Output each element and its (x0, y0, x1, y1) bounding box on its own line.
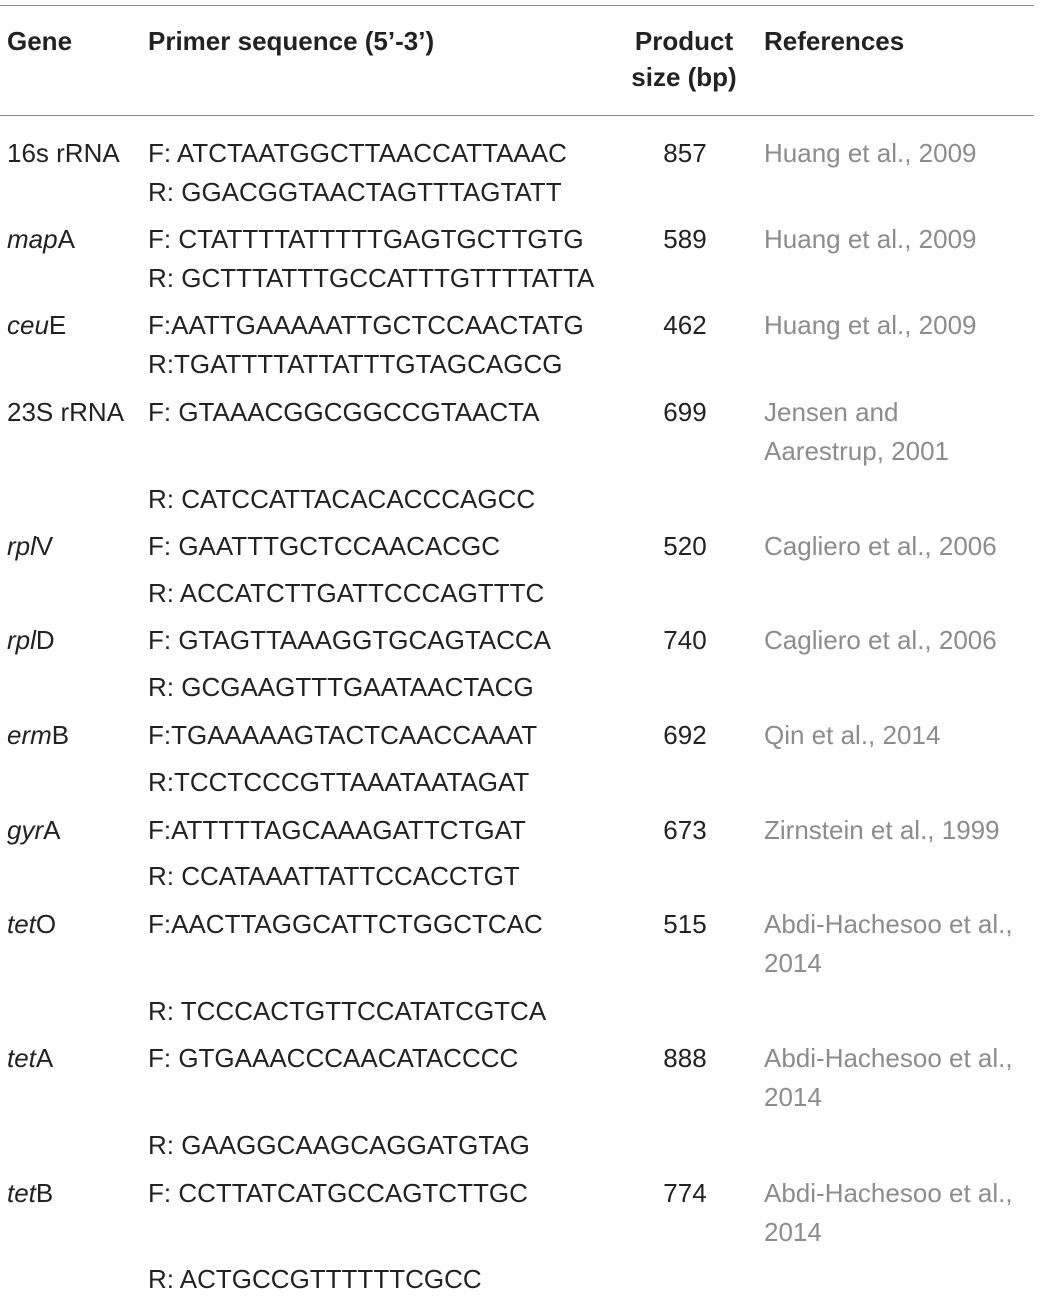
gene-italic-part: erm (7, 720, 52, 750)
gene-plain-part: 16s rRNA (7, 138, 120, 168)
gene-plain-part: B (35, 1178, 54, 1208)
reference-line1: Abdi-Hachesoo et al., (764, 909, 1013, 939)
gene-plain-part: 23S rRNA (7, 397, 125, 427)
reference-line1: Zirnstein et al., 1999 (764, 815, 1000, 845)
reference-cell (764, 621, 1040, 660)
product-size: 589 (663, 224, 707, 254)
gene-italic-part: map (7, 224, 58, 254)
reference-cell (764, 306, 1040, 345)
gene-italic-part: tet (7, 1043, 36, 1073)
reference-cell (764, 811, 1040, 850)
gene-italic-part: gyr (7, 815, 44, 845)
reference-cell (764, 393, 1040, 471)
header-product-size (620, 23, 748, 95)
reference-line1: Huang et al., 2009 (764, 138, 977, 168)
gene-cell (7, 716, 69, 755)
gene-plain-part: D (35, 625, 55, 655)
header-gene: Gene (7, 26, 73, 56)
reverse-primer: R: ACTGCCGTTTTTTCGCC (148, 1264, 482, 1294)
gene-italic-part: rpl (7, 531, 36, 561)
reference-cell (764, 220, 1040, 259)
reference-line1: Jensen and (764, 397, 899, 427)
gene-plain-part: A (43, 815, 61, 845)
forward-primer: F: ATCTAATGGCTTAACCATTAAAC (148, 138, 567, 168)
reference-cell (764, 905, 1040, 983)
forward-primer: F: GAATTTGCTCCAACACGC (148, 531, 500, 561)
reverse-primer: R:TCCTCCCGTTAAATAATAGAT (148, 767, 530, 797)
product-size: 857 (663, 138, 707, 168)
reference-line1: Huang et al., 2009 (764, 310, 977, 340)
forward-primer: F: GTGAAACCCAACATACCCC (148, 1043, 519, 1073)
gene-cell (7, 134, 120, 173)
product-size: 740 (663, 625, 707, 655)
reference-cell (764, 716, 1040, 755)
forward-primer: F: CTATTTTATTTTTGAGTGCTTGTG (148, 224, 584, 254)
gene-plain-part: V (35, 531, 54, 561)
gene-plain-part: A (57, 224, 75, 254)
reverse-primer: R: ACCATCTTGATTCCCAGTTTC (148, 578, 545, 608)
gene-cell (7, 393, 124, 432)
gene-italic-part: ceu (7, 310, 49, 340)
reference-cell (764, 1039, 1040, 1117)
header-references: References (764, 26, 905, 56)
gene-plain-part: A (35, 1043, 54, 1073)
reference-line1: Abdi-Hachesoo et al., (764, 1043, 1013, 1073)
product-size: 692 (663, 720, 707, 750)
forward-primer: F: GTAAACGGCGGCCGTAACTA (148, 397, 540, 427)
reverse-primer: R: GCTTTATTTGCCATTTGTTTTATTA (148, 263, 595, 293)
gene-plain-part: B (51, 720, 70, 750)
reference-cell (764, 134, 1040, 173)
header-product-size-line1: Product (634, 26, 734, 56)
forward-primer: F:AACTTAGGCATTCTGGCTCAC (148, 909, 543, 939)
forward-primer: F: CCTTATCATGCCAGTCTTGC (148, 1178, 528, 1208)
reference-line1: Abdi-Hachesoo et al., (764, 1178, 1013, 1208)
product-size: 515 (663, 909, 707, 939)
reference-line2: 2014 (764, 1217, 822, 1247)
reverse-primer: R: GAAGGCAAGCAGGATGTAG (148, 1130, 530, 1160)
gene-cell (7, 1039, 53, 1078)
reverse-primer: R: TCCCACTGTTCCATATCGTCA (148, 996, 547, 1026)
table-top-rule (0, 5, 1034, 6)
gene-cell (7, 811, 60, 850)
gene-cell (7, 621, 55, 660)
header-product-size-line2: size (bp) (631, 62, 737, 92)
reference-line1: Huang et al., 2009 (764, 224, 977, 254)
reference-cell (764, 1174, 1040, 1252)
gene-cell (7, 1174, 53, 1213)
reference-line1: Qin et al., 2014 (764, 720, 941, 750)
product-size: 520 (663, 531, 707, 561)
reference-cell (764, 527, 1040, 566)
forward-primer: F:ATTTTTAGCAAAGATTCTGAT (148, 815, 526, 845)
gene-italic-part: tet (7, 909, 36, 939)
gene-cell (7, 905, 56, 944)
gene-plain-part: E (48, 310, 67, 340)
reverse-primer: R: GGACGGTAACTAGTTTAGTATT (148, 177, 562, 207)
product-size: 888 (663, 1043, 707, 1073)
header-bottom-rule (0, 115, 1034, 116)
reverse-primer: R: CATCCATTACACACCCAGCC (148, 484, 536, 514)
product-size: 673 (663, 815, 707, 845)
reference-line2: Aarestrup, 2001 (764, 436, 950, 466)
gene-plain-part: O (35, 909, 57, 939)
reverse-primer: R: CCATAAATTATTCCACCTGT (148, 861, 520, 891)
product-size: 462 (663, 310, 707, 340)
forward-primer: F:AATTGAAAAATTGCTCCAACTATG (148, 310, 584, 340)
gene-cell (7, 220, 75, 259)
forward-primer: F:TGAAAAAGTACTCAACCAAAT (148, 720, 538, 750)
forward-primer: F: GTAGTTAAAGGTGCAGTACCA (148, 625, 552, 655)
product-size: 774 (663, 1178, 707, 1208)
gene-cell (7, 527, 53, 566)
product-size: 699 (663, 397, 707, 427)
gene-cell (7, 306, 66, 345)
reverse-primer: R:TGATTTTATTATTTGTAGCAGCG (148, 349, 563, 379)
header-primer-sequence: Primer sequence (5’-3’) (148, 26, 435, 56)
reference-line2: 2014 (764, 1082, 822, 1112)
reference-line1: Cagliero et al., 2006 (764, 625, 997, 655)
gene-italic-part: rpl (7, 625, 36, 655)
reference-line2: 2014 (764, 948, 822, 978)
reverse-primer: R: GCGAAGTTTGAATAACTACG (148, 672, 534, 702)
gene-italic-part: tet (7, 1178, 36, 1208)
reference-line1: Cagliero et al., 2006 (764, 531, 997, 561)
